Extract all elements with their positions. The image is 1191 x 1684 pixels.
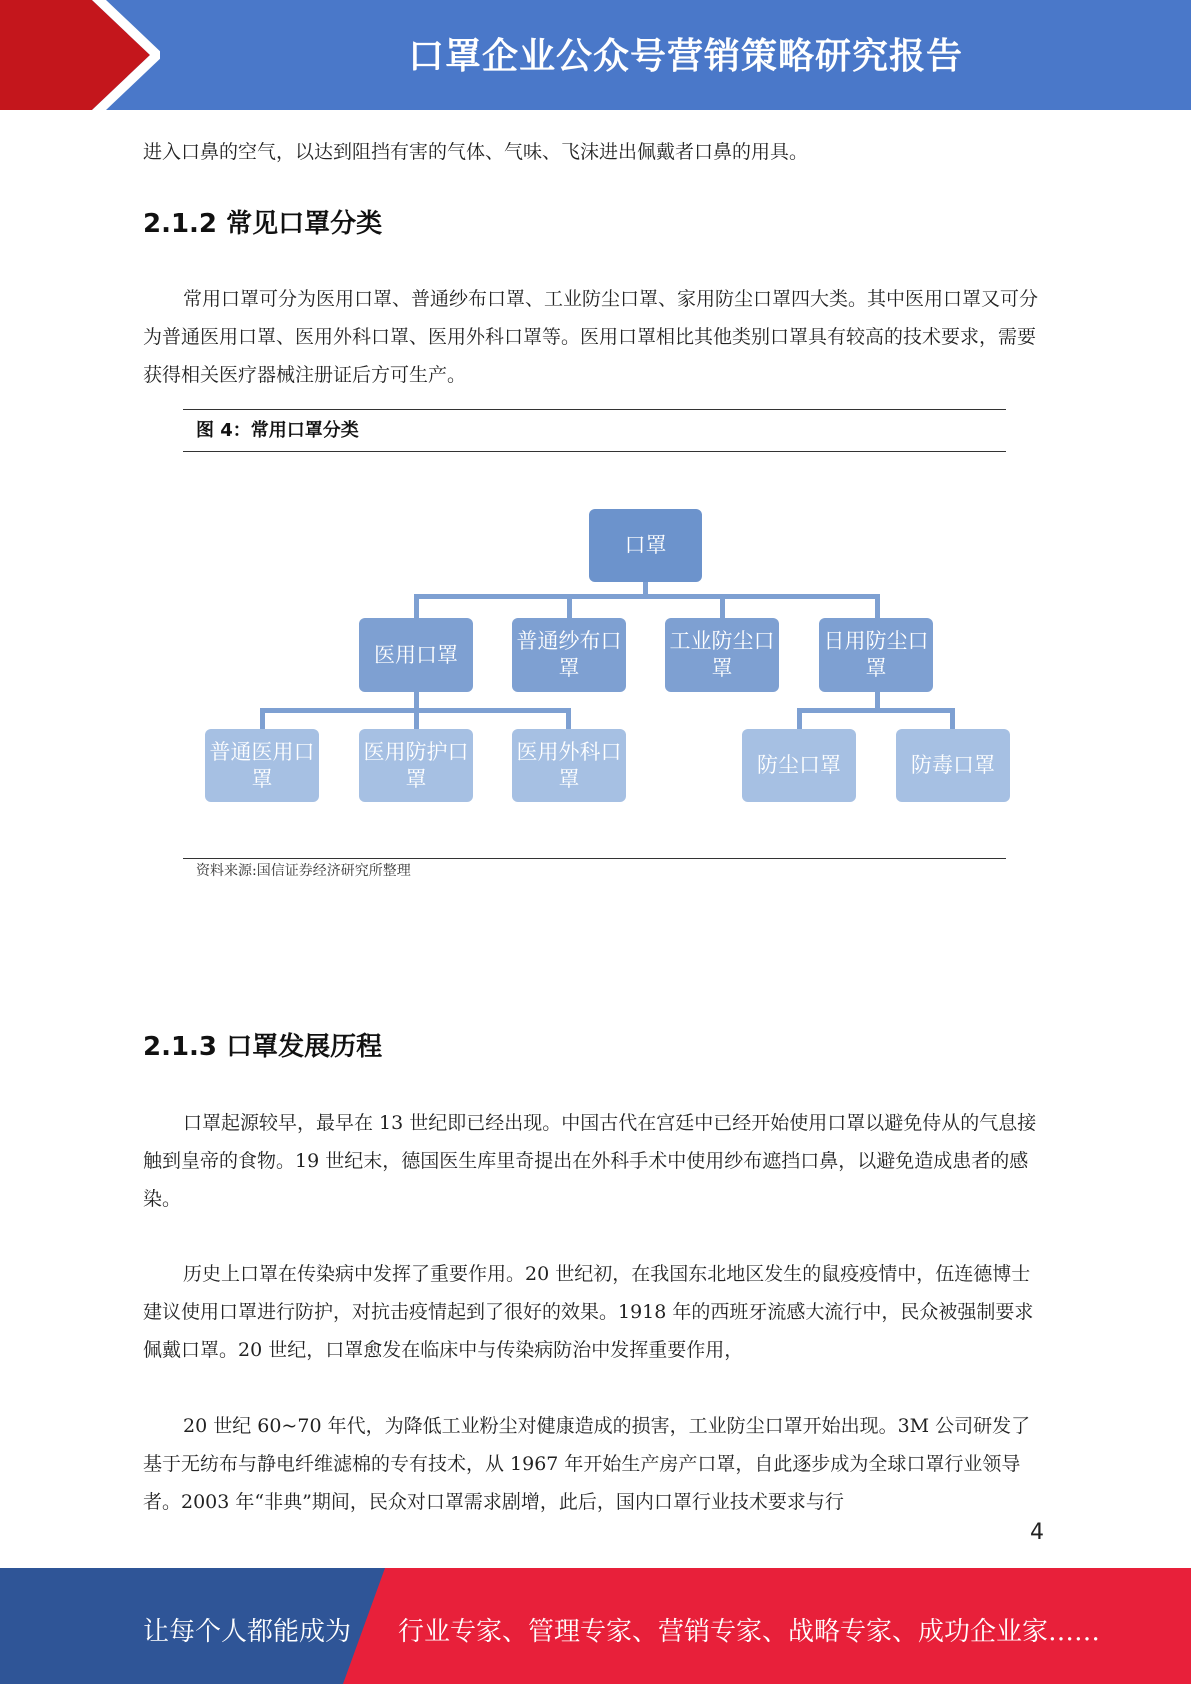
header-title: 口罩企业公众号营销策略研究报告 [407, 36, 963, 77]
connector-to-dust [797, 708, 802, 729]
section-213-paragraph-2: 历史上口罩在传染病中发挥了重要作用。20 世纪初，在我国东北地区发生的鼠疫疫情中，伍连德博士建议使用口罩进行防护，对抗击疫情起到了很好的效果。1918 年的西班牙流感大流行中，民众被强制要求佩戴口罩。20 世纪，口罩愈发在临床中与传染病防治中发挥重要作用， [143, 1263, 1034, 1361]
figure-source: 资料来源:国信证券经济研究所整理 [196, 863, 411, 879]
page-footer [0, 1568, 1191, 1684]
figure-title-rule [183, 451, 1006, 452]
connector-to-medical-surgical [566, 708, 571, 729]
section-213-paragraph-3: 20 世纪 60~70 年代，为降低工业粉尘对健康造成的损害，工业防尘口罩开始出现。3M 公司研发了基于无纺布与静电纤维滤棉的专有技术，从 1967 年开始生产房产口罩，自此逐步成为全球口罩行业领导者。2003 年“非典”期间，民众对口罩需求剧增，此后，国内口罩行业技术要求与行 [143, 1415, 1031, 1513]
connector-to-gas [950, 708, 955, 729]
node-gauze: 普通纱布口罩 [512, 618, 626, 692]
node-daily: 日用防尘口罩 [819, 618, 933, 692]
connector-to-medical-protective [414, 708, 419, 729]
figure-title: 图 4：常用口罩分类 [196, 420, 359, 441]
figure-top-rule [183, 409, 1006, 410]
connector-to-medical [414, 594, 419, 618]
connector-to-general-medical [260, 708, 265, 729]
section-212-paragraph: 常用口罩可分为医用口罩、普通纱布口罩、工业防尘口罩、家用防尘口罩四大类。其中医用口罩又可分为普通医用口罩、医用外科口罩、医用外科口罩等。医用口罩相比其他类别口罩具有较高的技术要求，需要获得相关医疗器械注册证后方可生产。 [143, 288, 1039, 386]
connector-to-gauze [567, 594, 572, 618]
page-header [0, 0, 1191, 110]
node-medical-protective: 医用防护口罩 [359, 729, 473, 802]
page-number: 4 [1030, 1520, 1044, 1545]
node-gas: 防毒口罩 [896, 729, 1010, 802]
connector-root-down [643, 581, 648, 595]
node-medical: 医用口罩 [359, 618, 473, 692]
node-general-medical: 普通医用口罩 [205, 729, 319, 802]
intro-line: 进入口鼻的空气，以达到阻挡有害的气体、气味、飞沫进出佩戴者口鼻的用具。 [143, 141, 809, 163]
connector-to-daily [875, 594, 880, 618]
header-red-block [0, 0, 70, 110]
footer-slogan-left: 让每个人都能成为 [143, 1617, 352, 1647]
node-industrial: 工业防尘口罩 [665, 618, 779, 692]
footer-slogan-right: 行业专家、管理专家、营销专家、战略专家、成功企业家…… [398, 1617, 1101, 1647]
node-medical-surgical: 医用外科口罩 [512, 729, 626, 802]
connector-daily-bar [797, 708, 954, 713]
node-root: 口罩 [589, 509, 702, 582]
section-213-paragraph-1: 口罩起源较早，最早在 13 世纪即已经出现。中国古代在宫廷中已经开始使用口罩以避免侍从的气息接触到皇帝的食物。19 世纪末，德国医生库里奇提出在外科手术中使用纱布遮挡口鼻，以避免造成患者的感染。 [143, 1112, 1037, 1210]
node-dust: 防尘口罩 [742, 729, 856, 802]
figure-bottom-rule [183, 858, 1006, 859]
section-heading-212: 2.1.2 常见口罩分类 [143, 209, 383, 239]
connector-level1-bar [414, 594, 880, 599]
section-heading-213: 2.1.3 口罩发展历程 [143, 1032, 383, 1062]
connector-to-industrial [720, 594, 725, 618]
header-chevron-decoration [70, 0, 160, 110]
